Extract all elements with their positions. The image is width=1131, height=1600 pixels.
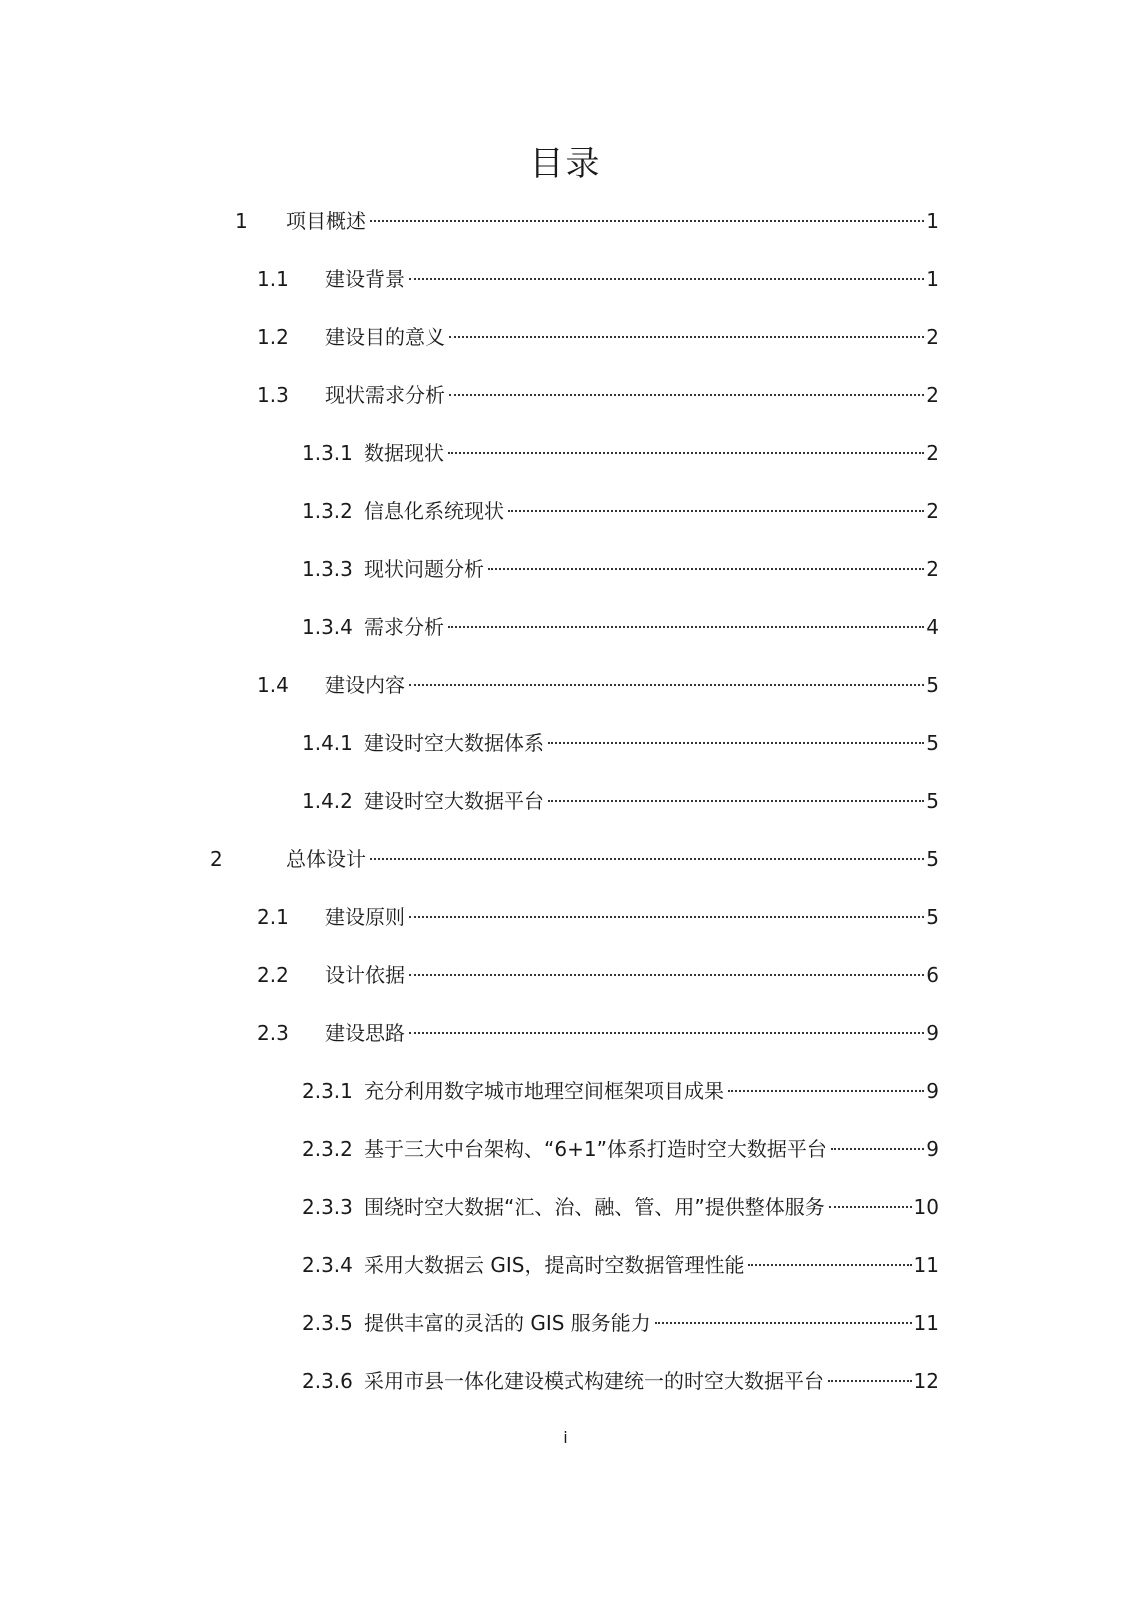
toc-dot-leader bbox=[488, 568, 924, 570]
toc-entry-1-3-2[interactable] bbox=[302, 495, 939, 527]
toc-dot-leader bbox=[548, 742, 924, 744]
toc-entry-1-1[interactable] bbox=[257, 263, 939, 295]
toc-entry-1-3-4[interactable] bbox=[302, 611, 939, 643]
toc-dot-leader bbox=[409, 916, 924, 918]
toc-entry-page: 11 bbox=[913, 1253, 939, 1277]
toc-entry-number: 2.3.5 bbox=[302, 1311, 353, 1335]
toc-entry-1-4-1[interactable] bbox=[302, 727, 939, 759]
toc-dot-leader bbox=[409, 684, 924, 686]
toc-entry-page: 11 bbox=[913, 1311, 939, 1335]
toc-entry-page: 5 bbox=[926, 789, 939, 813]
toc-entry-1-3-3[interactable] bbox=[302, 553, 939, 585]
toc-entry-number: 2.3.2 bbox=[302, 1137, 353, 1161]
toc-dot-leader bbox=[829, 1206, 912, 1208]
page-number: i bbox=[563, 1428, 568, 1447]
toc-dot-leader bbox=[548, 800, 924, 802]
toc-entry-page: 9 bbox=[926, 1021, 939, 1045]
toc-entry-title: 信息化系统现状 bbox=[364, 499, 504, 523]
toc-dot-leader bbox=[448, 452, 924, 454]
toc-entry-page: 2 bbox=[926, 499, 939, 523]
toc-entry-2-3-5[interactable] bbox=[302, 1307, 939, 1339]
toc-entry-number: 2.3.1 bbox=[302, 1079, 353, 1103]
toc-entry-title: 数据现状 bbox=[364, 441, 444, 465]
toc-entry-number: 1.2 bbox=[257, 325, 289, 349]
toc-entry-number: 1.1 bbox=[257, 267, 289, 291]
toc-dot-leader bbox=[370, 858, 924, 860]
toc-entry-number: 1.4.2 bbox=[302, 789, 353, 813]
toc-dot-leader bbox=[831, 1148, 924, 1150]
toc-entry-number: 1.4.1 bbox=[302, 731, 353, 755]
toc-entry-page: 2 bbox=[926, 557, 939, 581]
toc-entry-1-4[interactable] bbox=[257, 669, 939, 701]
toc-entry-number: 1.3 bbox=[257, 383, 289, 407]
toc-entry-1-2[interactable] bbox=[257, 321, 939, 353]
toc-entry-page: 5 bbox=[926, 905, 939, 929]
toc-entry-title: 建设时空大数据平台 bbox=[364, 789, 544, 813]
toc-entry-number: 2.3.3 bbox=[302, 1195, 353, 1219]
toc-entry-title: 需求分析 bbox=[364, 615, 444, 639]
toc-entry-page: 1 bbox=[926, 267, 939, 291]
toc-entry-page: 10 bbox=[913, 1195, 939, 1219]
toc-dot-leader bbox=[508, 510, 924, 512]
toc-entry-page: 9 bbox=[926, 1137, 939, 1161]
toc-dot-leader bbox=[728, 1090, 924, 1092]
toc-entry-title: 建设时空大数据体系 bbox=[364, 731, 544, 755]
toc-entry-title: 设计依据 bbox=[325, 963, 405, 987]
toc-entry-2-3[interactable] bbox=[257, 1017, 939, 1049]
toc-entry-number: 2.3.6 bbox=[302, 1369, 353, 1393]
toc-entry-number: 1.3.2 bbox=[302, 499, 353, 523]
toc-dot-leader bbox=[828, 1380, 912, 1382]
toc-dot-leader bbox=[409, 974, 924, 976]
toc-entry-title: 基于三大中台架构、“6+1”体系打造时空大数据平台 bbox=[364, 1137, 827, 1161]
toc-entry-title: 建设内容 bbox=[325, 673, 405, 697]
toc-entry-2-3-1[interactable] bbox=[302, 1075, 939, 1107]
toc-dot-leader bbox=[449, 394, 924, 396]
toc-dot-leader bbox=[655, 1322, 912, 1324]
toc-entry-number: 1.4 bbox=[257, 673, 289, 697]
toc-dot-leader bbox=[370, 220, 924, 222]
toc-entry-page: 5 bbox=[926, 731, 939, 755]
toc-entry-number: 1.3.1 bbox=[302, 441, 353, 465]
toc-entry-page: 2 bbox=[926, 441, 939, 465]
toc-entry-2-3-3[interactable] bbox=[302, 1191, 939, 1223]
toc-entry-title: 提供丰富的灵活的 GIS 服务能力 bbox=[364, 1311, 651, 1335]
toc-entry-title: 现状需求分析 bbox=[325, 383, 445, 407]
toc-dot-leader bbox=[748, 1264, 911, 1266]
toc-entry-title: 建设思路 bbox=[325, 1021, 405, 1045]
toc-entry-page: 9 bbox=[926, 1079, 939, 1103]
toc-entry-title: 充分利用数字城市地理空间框架项目成果 bbox=[364, 1079, 724, 1103]
toc-entry-title: 建设背景 bbox=[325, 267, 405, 291]
toc-entry-number: 2.2 bbox=[257, 963, 289, 987]
toc-entry-number: 2 bbox=[210, 847, 223, 871]
toc-entry-title: 现状问题分析 bbox=[364, 557, 484, 581]
toc-entry-title: 项目概述 bbox=[286, 209, 366, 233]
toc-entry-page: 4 bbox=[926, 615, 939, 639]
toc-entry-title: 建设目的意义 bbox=[325, 325, 445, 349]
toc-entry-title: 围绕时空大数据“汇、治、融、管、用”提供整体服务 bbox=[364, 1195, 825, 1219]
toc-entry-2-2[interactable] bbox=[257, 959, 939, 991]
toc-title: 目录 bbox=[529, 144, 602, 184]
toc-entry-2-1[interactable] bbox=[257, 901, 939, 933]
toc-entry-number: 2.3.4 bbox=[302, 1253, 353, 1277]
toc-entry-number: 2.3 bbox=[257, 1021, 289, 1045]
toc-entry-number: 2.1 bbox=[257, 905, 289, 929]
toc-entry-number: 1 bbox=[235, 209, 248, 233]
toc-entry-1-3[interactable] bbox=[257, 379, 939, 411]
toc-entry-number: 1.3.3 bbox=[302, 557, 353, 581]
toc-dot-leader bbox=[449, 336, 924, 338]
toc-entry-page: 2 bbox=[926, 383, 939, 407]
toc-entry-2[interactable] bbox=[210, 843, 939, 875]
toc-entry-title: 采用大数据云 GIS，提高时空数据管理性能 bbox=[364, 1253, 745, 1277]
toc-entry-page: 5 bbox=[926, 847, 939, 871]
toc-entry-1[interactable] bbox=[210, 205, 939, 237]
toc-entry-page: 1 bbox=[926, 209, 939, 233]
toc-entry-title: 建设原则 bbox=[325, 905, 405, 929]
toc-entry-2-3-2[interactable] bbox=[302, 1133, 939, 1165]
toc-entry-title: 总体设计 bbox=[286, 847, 366, 871]
toc-entry-page: 6 bbox=[926, 963, 939, 987]
toc-entry-page: 5 bbox=[926, 673, 939, 697]
toc-entry-1-4-2[interactable] bbox=[302, 785, 939, 817]
toc-entry-title: 采用市县一体化建设模式构建统一的时空大数据平台 bbox=[364, 1369, 824, 1393]
toc-entry-number: 1.3.4 bbox=[302, 615, 353, 639]
toc-dot-leader bbox=[409, 278, 924, 280]
toc-entry-2-3-4[interactable] bbox=[302, 1249, 939, 1281]
toc-entry-2-3-6[interactable] bbox=[302, 1365, 939, 1397]
toc-entry-page: 12 bbox=[913, 1369, 939, 1393]
toc-dot-leader bbox=[448, 626, 924, 628]
toc-entry-1-3-1[interactable] bbox=[302, 437, 939, 469]
toc-dot-leader bbox=[409, 1032, 924, 1034]
toc-entry-page: 2 bbox=[926, 325, 939, 349]
